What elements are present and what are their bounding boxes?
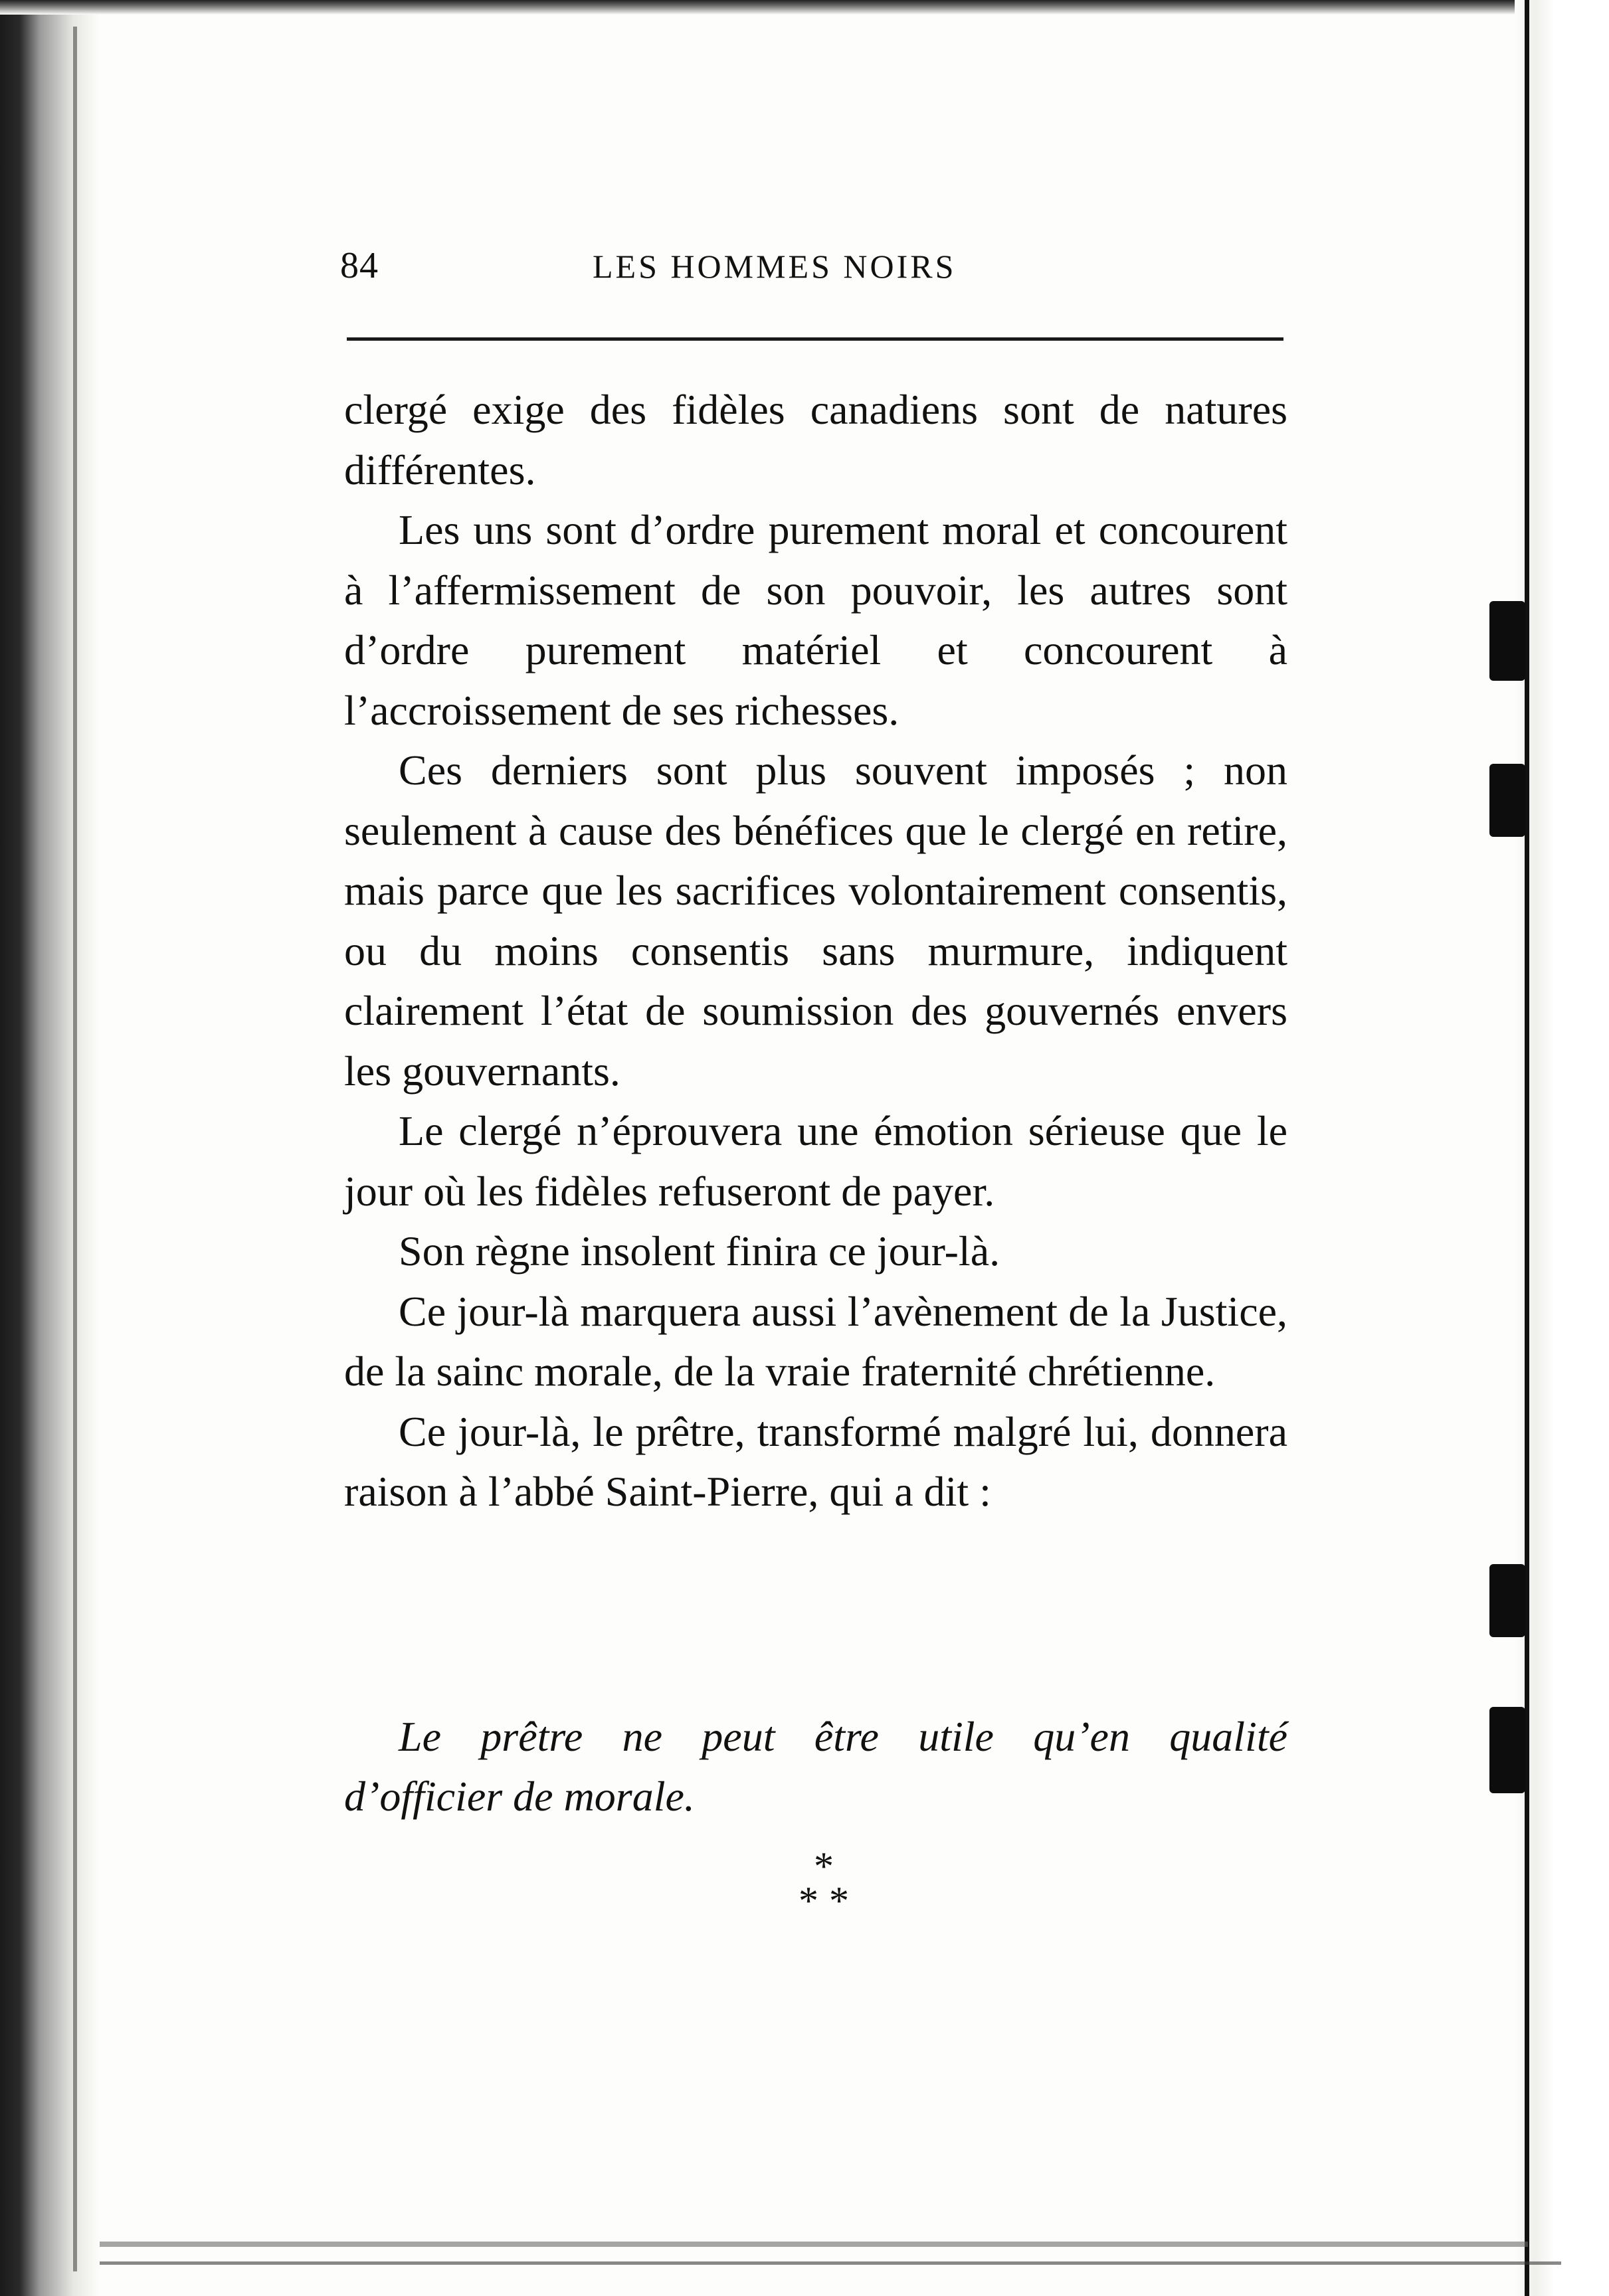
- paragraph: Son règne insolent finira ce jour-là.: [399, 1227, 1000, 1275]
- paragraph: clergé exige des fidèles canadiens sont de natures différentes.: [344, 386, 1287, 493]
- quote-line-1: Le prêtre ne peut être utile qu’en qualité: [399, 1713, 1287, 1760]
- binding-clip-2: [1489, 764, 1525, 837]
- binding-clip-4: [1489, 1707, 1525, 1793]
- paragraph: Les uns sont d’ordre purement moral et concourent à l’affermissement de son pouvoir, les autres sont d’ordre purement matériel et concourent à l’accroissement de ses richesses.: [344, 506, 1287, 734]
- binding-clip-1: [1489, 601, 1525, 681]
- quote-line-2: d’officier de morale.: [344, 1773, 695, 1820]
- binding-edge: [73, 27, 77, 2271]
- page-number: 84: [340, 245, 379, 286]
- paragraph: Ce jour-là marquera aussi l’avènement de la Justice, de la sainc morale, de la vraie fraternité chrétienne.: [344, 1287, 1287, 1395]
- top-page-edge: [0, 0, 1528, 15]
- running-head: [340, 244, 1283, 291]
- header-rule: [347, 337, 1283, 341]
- paragraph: Ce jour-là, le prêtre, transformé malgré lui, donnera raison à l’abbé Saint-Pierre, qui a dit :: [344, 1407, 1287, 1515]
- binding-clip-3: [1489, 1564, 1525, 1637]
- bottom-page-edge-2: [100, 2261, 1561, 2265]
- paragraph: Ces derniers sont plus souvent imposés ; non seulement à cause des bénéfices que le clergé en retire, mais parce que les sacrifices volontairement consentis, ou du moins consentis sans murmure, indiquent clairement l’état de soumission des gouvernés envers les gouvernants.: [344, 747, 1287, 1095]
- asterism-bottom: **: [799, 1879, 860, 1923]
- bottom-page-edge: [100, 2242, 1528, 2247]
- paragraph: Le clergé n’éprouvera une émotion sérieuse que le jour où les fidèles refuseront de payer.: [344, 1107, 1287, 1215]
- asterism-top: *: [814, 1844, 834, 1888]
- right-page-edge: [1525, 0, 1529, 2296]
- body-text: [344, 380, 1287, 1522]
- asterism: [777, 1841, 870, 1921]
- binding-shadow: [0, 0, 100, 2296]
- running-title: LES HOMMES NOIRS: [593, 248, 957, 285]
